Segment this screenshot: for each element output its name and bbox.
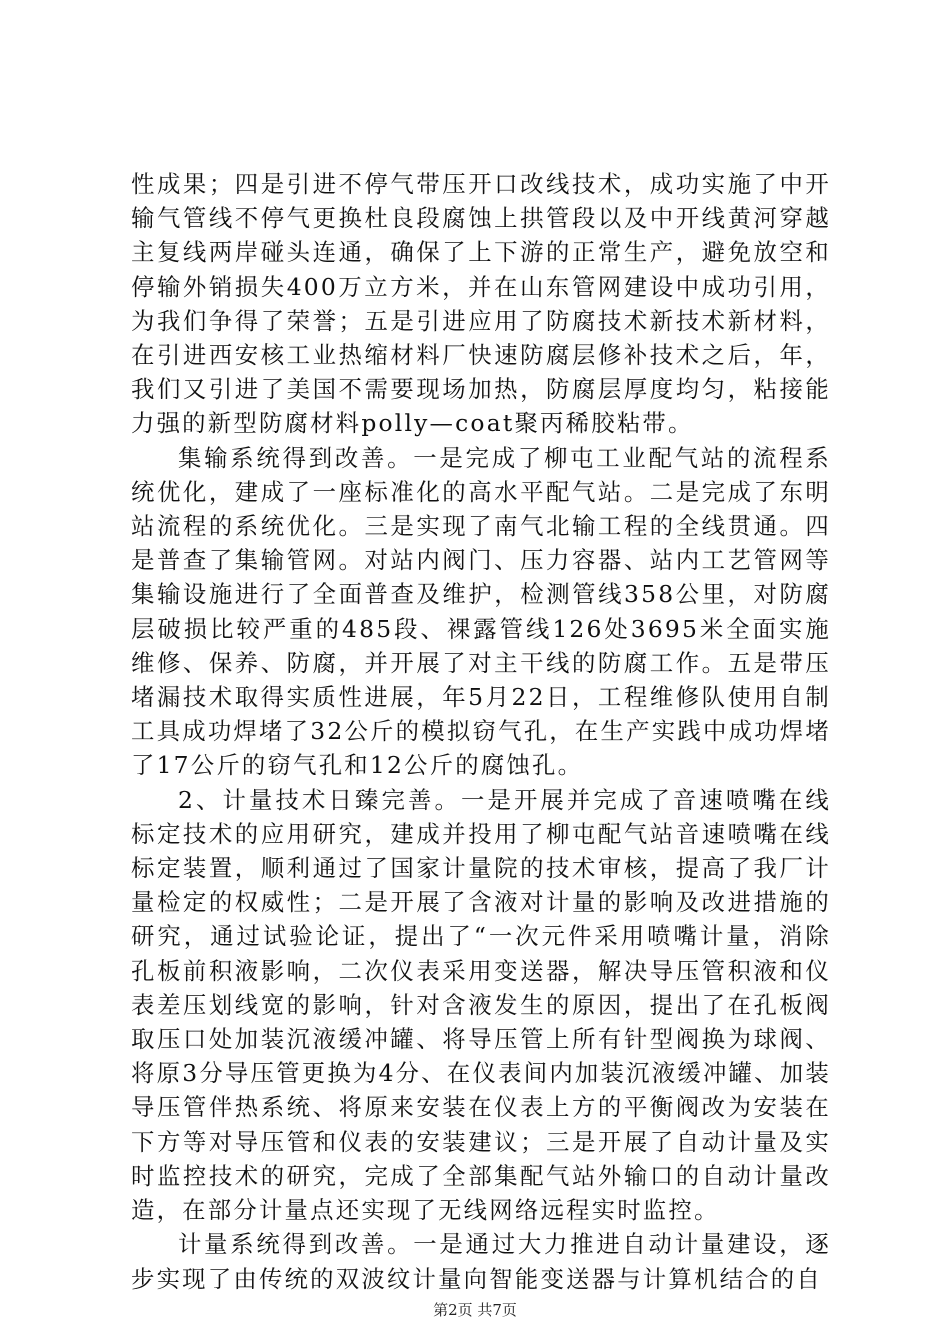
- page-number-footer: 第2页 共7页: [433, 1301, 517, 1319]
- document-body: [131, 167, 831, 1296]
- paragraph-3: 2、计量技术日臻完善。一是开展并完成了音速喷嘴在线标定技术的应用研究，建成并投用了柳屯配气站音速喷嘴在线标定装置，顺利通过了国家计量院的技术审核，提高了我厂计量检定的权威性；二是开展了含液对计量的影响及改进措施的研究，通过试验论证，提出了“一次元件采用喷嘴计量，消除孔板前积液影响，二次仪表采用变送器，解决导压管积液和仪表差压划线宽的影响，针对含液发生的原因，提出了在孔板阀取压口处加装沉液缓冲罐、将导压管上所有针型阀换为球阀、将原3分导压管更换为4分、在仪表间内加装沉液缓冲罐、加装导压管伴热系统、将原来安装在仪表上方的平衡阀改为安装在下方等对导压管和仪表的安装建议；三是开展了自动计量及实时监控技术的研究，完成了全部集配气站外输口的自动计量改造，在部分计量点还实现了无线网络远程实时监控。: [131, 785, 831, 1225]
- paragraph-4: 计量系统得到改善。一是通过大力推进自动计量建设，逐步实现了由传统的双波纹计量向智能变送器与计算机结合的自: [131, 1230, 831, 1293]
- paragraph-1: 性成果；四是引进不停气带压开口改线技术，成功实施了中开输气管线不停气更换杜良段腐蚀上拱管段以及中开线黄河穿越主复线两岸碰头连通，确保了上下游的正常生产，避免放空和停输外销损失400万立方米，并在山东管网建设中成功引用，为我们争得了荣誉；五是引进应用了防腐技术新技术新材料，在引进西安核工业热缩材料厂快速防腐层修补技术之后，年，我们又引进了美国不需要现场加热，防腐层厚度均匀，粘接能力强的新型防腐材料polly—coat聚丙稀胶粘带。: [131, 170, 831, 438]
- paragraph-2: 集输系统得到改善。一是完成了柳屯工业配气站的流程系统优化，建成了一座标准化的高水平配气站。二是完成了东明站流程的系统优化。三是实现了南气北输工程的全线贯通。四是普查了集输管网。对站内阀门、压力容器、站内工艺管网等集输设施进行了全面普查及维护，检测管线358公里，对防腐层破损比较严重的485段、裸露管线126处3695米全面实施维修、保养、防腐，并开展了对主干线的防腐工作。五是带压堵漏技术取得实质性进展，年5月22日，工程维修队使用自制工具成功焊堵了32公斤的模拟窃气孔，在生产实践中成功焊堵了17公斤的窃气孔和12公斤的腐蚀孔。: [131, 443, 831, 780]
